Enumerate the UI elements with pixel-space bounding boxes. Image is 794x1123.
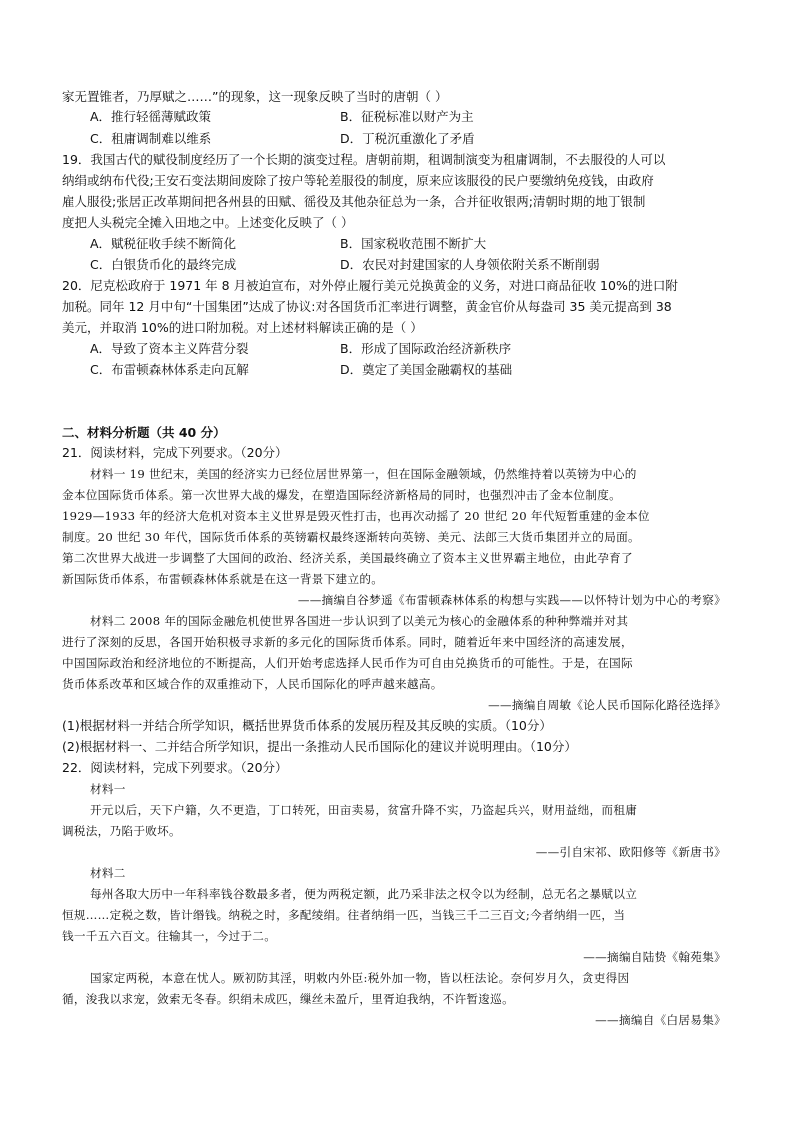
q21-material2-line: 进行了深刻的反思，各国开始积极寻求新的多元化的国际货币体系。同时，随着近年来中国经济的高速发展， (62, 635, 633, 649)
q21-heading: 21．阅读材料，完成下列要求。（20分） (62, 445, 288, 460)
q22-material1-line: 开元以后，天下户籍，久不更造，丁口转死，田亩卖易，贫富升降不实，乃盗起兵兴，财用益绌，而租庸 (90, 803, 638, 817)
q20-stem-line: 加税。同年 12 月中旬“十国集团”达成了协议:对各国货币汇率进行调整，黄金官价从每盎司 35 美元提高到 38 (62, 299, 672, 314)
q21-material1-line: 新国际货币体系，布雷顿森林体系就是在这一背景下建立的。 (62, 572, 384, 586)
q21-material1-line: 金本位国际货币体系。第一次世界大战的爆发，在塑造国际经济新格局的同时，也强烈冲击了金本位制度。 (62, 488, 622, 502)
q22-heading: 22．阅读材料，完成下列要求。（20分） (62, 760, 288, 775)
q22-material2-line: 每州各取大历中一年科率钱谷数最多者，便为两税定额，此乃采非法之权令以为经制，总无名之暴赋以立 (90, 887, 638, 901)
q19-stem-line: 19．我国古代的赋役制度经历了一个长期的演变过程。唐朝前期，租调制演变为租庸调制，不去服役的人可以 (62, 152, 666, 167)
q21-requirement-2: (2)根据材料一、二并结合所学知识，提出一条推动人民币国际化的建议并说明理由。（10分） (62, 739, 577, 754)
q22-material2-title: 材料二 (90, 866, 126, 880)
section-title: 二、材料分析题（共 40 分） (62, 425, 226, 440)
q19-option-c[interactable]: C．白银货币化的最终完成 (90, 257, 237, 272)
q19-option-d[interactable]: D．农民对封建国家的人身领依附关系不断削弱 (340, 257, 600, 272)
q21-material1-line: 1929—1933 年的经济大危机对资本主义世界是毁灭性打击，也再次动摇了 20 世纪 20 年代短暂重建的金本位 (62, 509, 650, 523)
q21-source2: ——摘编自周敏《论人民币国际化路径选择》 (488, 698, 726, 712)
q20-option-a[interactable]: A．导致了资本主义阵营分裂 (90, 341, 249, 356)
q20-option-b[interactable]: B．形成了国际政治经济新秩序 (340, 341, 512, 356)
q20-stem-line: 20．尼克松政府于 1971 年 8 月被迫宣布，对外停止履行美元兑换黄金的义务，对进口商品征收 10%的进口附 (62, 278, 678, 293)
q19-option-a[interactable]: A．赋税征收手续不断简化 (90, 236, 237, 251)
q22-material3-line: 循，浚我以求宠，敛索无冬春。织绢未成匹，缫丝未盈斤，里胥迫我纳，不许暂逡巡。 (62, 992, 514, 1006)
q22-source2: ——摘编自陆贽《翰苑集》 (583, 950, 726, 964)
q22-material1-line: 调税法，乃陷于败坏。 (62, 824, 181, 838)
q22-material2-line: 钱一千五六百文。往输其一，今过于二。 (62, 929, 277, 943)
q20-option-c[interactable]: C．布雷顿森林体系走向瓦解 (90, 362, 249, 377)
q19-stem-line: 雇人服役;张居正改革期间把各州县的田赋、徭役及其他杂征总为一条，合并征收银两;清朝时期的地丁银制 (62, 194, 646, 209)
q20-stem-line: 美元，并取消 10%的进口附加税。对上述材料解读正确的是（ ） (62, 320, 423, 335)
q19-option-b[interactable]: B．国家税收范围不断扩大 (340, 236, 487, 251)
q21-source1: ——摘编自谷梦遥《布雷顿森林体系的构想与实践——以怀特计划为中心的考察》 (297, 593, 726, 607)
q21-requirement-1: (1)根据材料一并结合所学知识，概括世界货币体系的发展历程及其反映的实质。（10分） (62, 718, 552, 733)
q18-option-c[interactable]: C．租庸调制难以维系 (90, 131, 212, 146)
q18-option-a[interactable]: A．推行轻徭薄赋政策 (90, 109, 212, 124)
q18-option-b[interactable]: B．征税标准以财产为主 (340, 109, 474, 124)
q22-material3-line: 国家定两税，本意在忧人。厥初防其淫，明敕内外臣:税外加一物，皆以枉法论。奈何岁月久，贪吏得因 (90, 971, 630, 985)
q18-option-d[interactable]: D．丁税沉重激化了矛盾 (340, 131, 475, 146)
q21-material2-line: 中国国际政治和经济地位的不断提高，人们开始考虑选择人民币作为可自由兑换货币的可能性。于是，在国际 (62, 656, 633, 670)
q22-source1: ——引自宋祁、欧阳修等《新唐书》 (535, 845, 726, 859)
q22-material1-title: 材料一 (90, 782, 126, 796)
q22-source3: ——摘编自《白居易集》 (595, 1013, 726, 1027)
q21-material1-line: 第二次世界大战进一步调整了大国间的政治、经济关系，美国最终确立了资本主义世界霸主地位，由此孕育了 (62, 551, 633, 565)
q19-stem-line: 度把人头税完全摊入田地之中。上述变化反映了（ ） (62, 215, 354, 230)
q21-material2-line: 货币体系改革和区域合作的双重推动下，人民币国际化的呼声越来越高。 (62, 677, 443, 691)
q20-option-d[interactable]: D．奠定了美国金融霸权的基础 (340, 362, 513, 377)
q18-stem: 家无置锥者，乃厚赋之……”的现象，这一现象反映了当时的唐朝（ ） (62, 89, 448, 104)
q21-material2-line: 材料二 2008 年的国际金融危机使世界各国进一步认识到了以美元为核心的金融体系的种种弊端并对其 (90, 614, 629, 628)
q22-material2-line: 恒规……定税之数，皆计缗钱。纳税之时，多配绫绢。往者纳绢一匹，当钱三千二三百文;今者纳绢一匹，当 (62, 908, 626, 922)
q21-material1-line: 制度。20 世纪 30 年代，国际货币体系的英镑霸权最终逐渐转向英镑、美元、法郎三大货币集团并立的局面。 (62, 530, 640, 544)
q21-material1-line: 材料一 19 世纪末，美国的经济实力已经位居世界第一，但在国际金融领域，仍然维持着以英镑为中心的 (90, 467, 637, 481)
q19-stem-line: 纳绢或纳布代役;王安石变法期间废除了按户等轮差服役的制度，原来应该服役的民户要缴纳免疫钱，由政府 (62, 173, 654, 188)
